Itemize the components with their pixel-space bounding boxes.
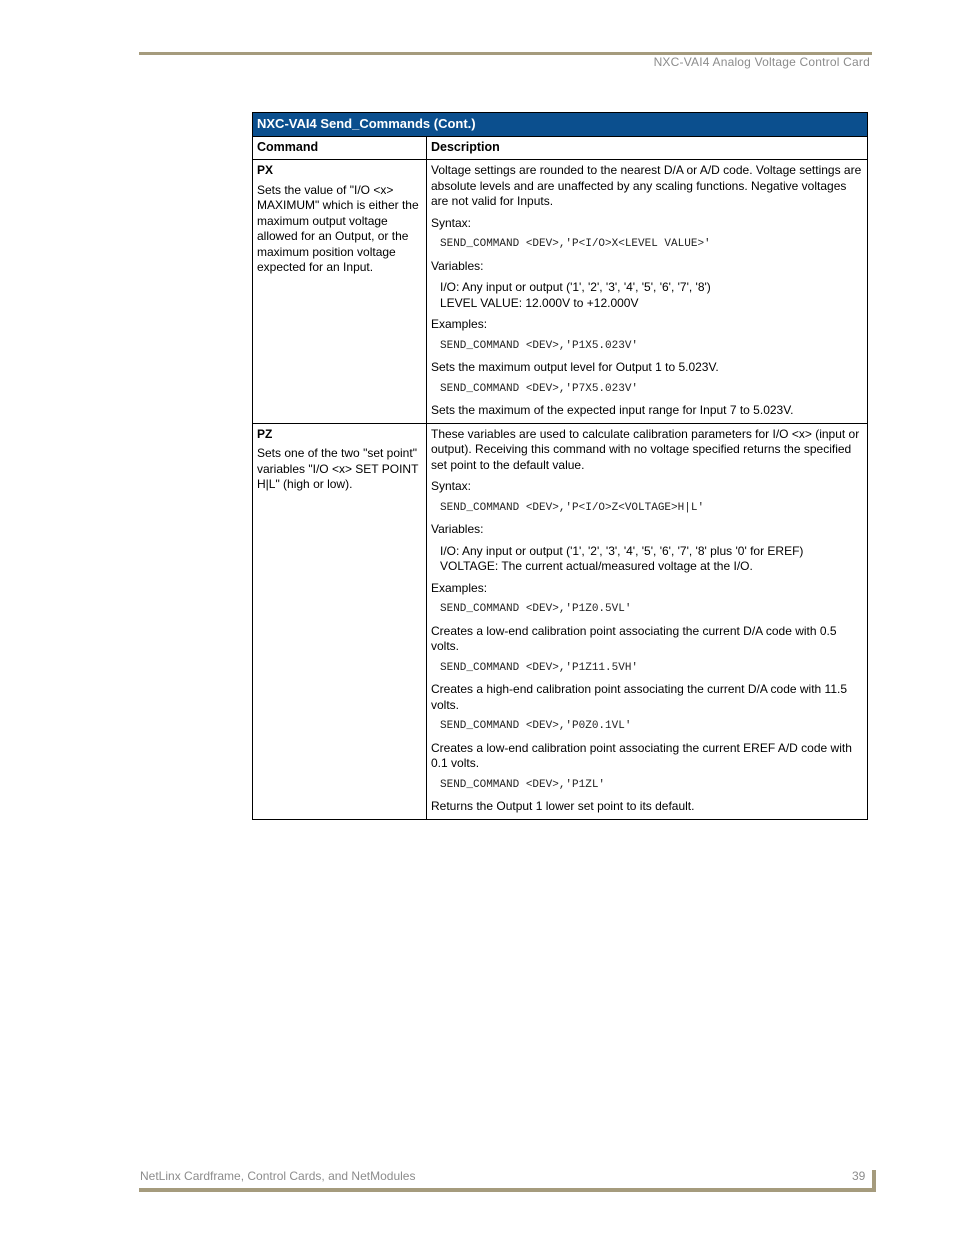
column-header-command: Command	[253, 136, 427, 160]
variable-item: I/O: Any input or output ('1', '2', '3', '4', '5', '6', '7', '8' plus '0' for EREF)	[440, 543, 804, 558]
page-number: 39	[852, 1169, 866, 1183]
table-row	[253, 160, 868, 424]
description-intro: These variables are used to calculate calibration parameters for I/O <x> (input or output). Receiving this command with no voltage specified returns the specified set point to the default value.	[431, 426, 860, 472]
example-text: Sets the maximum output level for Output 1 to 5.023V.	[431, 360, 719, 374]
examples-label: Examples:	[431, 317, 488, 331]
variables-label: Variables:	[431, 258, 484, 273]
running-footer-title: NetLinx Cardframe, Control Cards, and NetModules	[140, 1169, 416, 1183]
description-cell	[427, 160, 868, 424]
syntax-code: SEND_COMMAND <DEV>,'P<I/O>Z<VOLTAGE>H|L'	[440, 501, 705, 514]
variable-item: VOLTAGE: The current actual/measured voltage at the I/O.	[440, 559, 753, 573]
syntax-label: Syntax:	[431, 215, 472, 230]
command-name: PZ	[257, 426, 273, 441]
description-cell	[427, 423, 868, 819]
variable-item: LEVEL VALUE: 12.000V to +12.000V	[440, 295, 639, 310]
variable-item: I/O: Any input or output ('1', '2', '3', '4', '5', '6', '7', '8')	[440, 280, 711, 294]
example-text: Creates a low-end calibration point associating the current D/A code with 0.5 volts.	[431, 623, 837, 653]
running-header-title: NXC-VAI4 Analog Voltage Control Card	[653, 55, 870, 69]
examples-label: Examples:	[431, 580, 488, 595]
table-banner: NXC-VAI4 Send_Commands (Cont.)	[253, 113, 868, 137]
command-name: PX	[257, 163, 274, 177]
syntax-label: Syntax:	[431, 479, 472, 493]
command-summary: Sets one of the two "set point" variables "I/O <x> SET POINT H|L" (high or low).	[257, 446, 419, 491]
column-header-description: Description	[427, 136, 868, 160]
example-text: Sets the maximum of the expected input range for Input 7 to 5.023V.	[431, 403, 794, 417]
example-code: SEND_COMMAND <DEV>,'P1Z11.5VH'	[440, 661, 639, 674]
footer-rule	[139, 1188, 876, 1192]
example-code: SEND_COMMAND <DEV>,'P1Z0.5VL'	[440, 603, 632, 615]
table-row	[253, 423, 868, 819]
command-cell	[253, 423, 427, 819]
example-code: SEND_COMMAND <DEV>,'P0Z0.1VL'	[440, 720, 632, 732]
example-code: SEND_COMMAND <DEV>,'P1X5.023V'	[440, 339, 639, 352]
syntax-code: SEND_COMMAND <DEV>,'P<I/O>X<LEVEL VALUE>'	[440, 238, 711, 250]
description-intro: Voltage settings are rounded to the nearest D/A or A/D code. Voltage settings are absolute levels and are unaffected by any scaling functions. Negative voltages are not valid for Inputs.	[431, 163, 862, 208]
command-cell	[253, 160, 427, 424]
send-commands-table	[252, 112, 868, 820]
example-text: Creates a high-end calibration point associating the current D/A code with 11.5 volts.	[431, 682, 848, 712]
example-code: SEND_COMMAND <DEV>,'P1ZL'	[440, 778, 606, 791]
example-text: Returns the Output 1 lower set point to its default.	[431, 799, 695, 813]
variables-label: Variables:	[431, 522, 484, 536]
command-summary: Sets the value of "I/O <x> MAXIMUM" which is either the maximum output voltage allowed for an Output, or the maximum position voltage expected for an Input.	[257, 182, 419, 274]
example-code: SEND_COMMAND <DEV>,'P7X5.023V'	[440, 382, 639, 395]
example-text: Creates a low-end calibration point associating the current EREF A/D code with 0.1 volts.	[431, 740, 852, 770]
